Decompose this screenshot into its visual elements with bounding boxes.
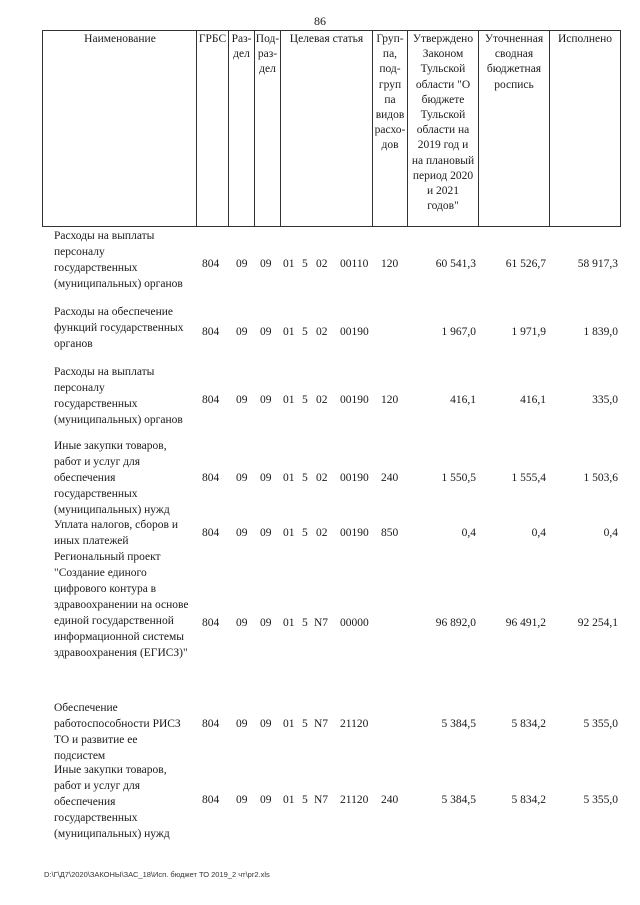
row-target-4: 00190	[340, 326, 369, 338]
row-podrazdel: 09	[260, 527, 272, 539]
row-approved: 96 892,0	[435, 617, 476, 629]
row-executed: 335,0	[592, 394, 618, 406]
row-target-3: 02	[316, 472, 328, 484]
row-group: 120	[381, 258, 399, 270]
row-target-1: 01	[283, 794, 295, 806]
row-razdel: 09	[236, 617, 248, 629]
row-razdel: 09	[236, 794, 248, 806]
row-podrazdel: 09	[260, 326, 272, 338]
row-target-2: 5	[302, 258, 308, 270]
row-razdel: 09	[236, 718, 248, 730]
row-target-1: 01	[283, 394, 295, 406]
row-target-3: 02	[316, 258, 328, 270]
row-podrazdel: 09	[260, 794, 272, 806]
header-name: Наименование	[84, 33, 156, 45]
row-target-4: 00000	[340, 617, 369, 629]
row-refined: 416,1	[520, 394, 546, 406]
row-name: Расходы на обеспечение функций государственных органов	[54, 306, 184, 350]
row-target-2: 5	[302, 394, 308, 406]
row-executed: 1 839,0	[583, 326, 618, 338]
row-group: 240	[381, 472, 399, 484]
row-razdel: 09	[236, 527, 248, 539]
row-target-1: 01	[283, 718, 295, 730]
header-target: Целевая статья	[289, 33, 364, 45]
row-executed: 0,4	[603, 527, 618, 539]
row-approved: 1 967,0	[441, 326, 476, 338]
row-razdel: 09	[236, 326, 248, 338]
row-target-2: 5	[302, 794, 308, 806]
row-name: Уплата налогов, сборов и иных платежей	[54, 519, 178, 547]
row-target-3: 02	[316, 527, 328, 539]
header-grbs: ГРБС	[198, 33, 227, 45]
row-target-2: 5	[302, 527, 308, 539]
row-approved: 60 541,3	[435, 258, 476, 270]
row-target-3: N7	[314, 718, 329, 730]
row-target-4: 00190	[340, 527, 369, 539]
row-target-3: 02	[316, 394, 328, 406]
row-target-2: 5	[302, 472, 308, 484]
row-grbs: 804	[202, 258, 220, 270]
row-target-1: 01	[283, 472, 295, 484]
header-group: Груп- па, под- груп па видов расхо- дов	[374, 33, 406, 152]
page-number: 86	[314, 14, 326, 28]
row-group: 240	[381, 794, 399, 806]
row-podrazdel: 09	[260, 617, 272, 629]
row-name: Региональный проект "Создание единого цифрового контура в здравоохранении на основе единой государственной информационной системы здравоохранения (ЕГИСЗ)"	[54, 551, 189, 659]
row-podrazdel: 09	[260, 718, 272, 730]
row-target-4: 00110	[340, 258, 369, 270]
row-grbs: 804	[202, 794, 220, 806]
row-group: 120	[381, 394, 399, 406]
row-approved: 5 384,5	[441, 794, 476, 806]
header-refined: Уточненная сводная бюджетная роспись	[484, 33, 544, 91]
row-refined: 0,4	[531, 527, 546, 539]
col-divider	[196, 30, 197, 227]
row-target-1: 01	[283, 617, 295, 629]
row-refined: 5 834,2	[511, 794, 546, 806]
row-target-2: 5	[302, 326, 308, 338]
header-podrazdel: Под- раз- дел	[255, 33, 280, 76]
row-grbs: 804	[202, 394, 220, 406]
row-razdel: 09	[236, 394, 248, 406]
row-approved: 416,1	[450, 394, 476, 406]
file-path-footer: D:\Г\Д7\2020\ЗАКОНЫ\ЗАС_18\Исп. бюджет ТО 2019_2 чт\pr2.xls	[44, 870, 270, 879]
row-target-4: 21120	[340, 718, 369, 730]
row-target-2: 5	[302, 718, 308, 730]
row-refined: 61 526,7	[505, 258, 546, 270]
row-name: Расходы на выплаты персоналу государственных (муниципальных) органов	[54, 366, 183, 426]
row-grbs: 804	[202, 718, 220, 730]
header-razdel: Раз- дел	[231, 33, 252, 61]
row-grbs: 804	[202, 617, 220, 629]
row-target-4: 00190	[340, 394, 369, 406]
col-divider	[280, 30, 281, 227]
row-target-2: 5	[302, 617, 308, 629]
row-name: Иные закупки товаров, работ и услуг для обеспечения государственных (муниципальных) нужд	[54, 764, 170, 840]
row-target-1: 01	[283, 326, 295, 338]
row-target-1: 01	[283, 527, 295, 539]
header-executed: Исполнено	[557, 33, 613, 45]
row-target-3: N7	[314, 617, 329, 629]
row-refined: 5 834,2	[511, 718, 546, 730]
row-razdel: 09	[236, 472, 248, 484]
row-approved: 0,4	[461, 527, 476, 539]
row-approved: 1 550,5	[441, 472, 476, 484]
row-podrazdel: 09	[260, 472, 272, 484]
row-executed: 92 254,1	[577, 617, 618, 629]
row-target-4: 00190	[340, 472, 369, 484]
row-executed: 58 917,3	[577, 258, 618, 270]
header-approved: Утверждено Законом Тульской области "О бюджете Тульской области на 2019 год и на плановый период 2020 и 2021 годов"	[411, 33, 475, 213]
row-refined: 1 555,4	[511, 472, 546, 484]
row-name: Расходы на выплаты персоналу государственных (муниципальных) органов	[54, 230, 183, 290]
row-executed: 5 355,0	[583, 718, 618, 730]
row-group: 850	[381, 527, 399, 539]
row-name: Обеспечение работоспособности РИСЗ ТО и развитие ее подсистем	[54, 702, 181, 762]
row-razdel: 09	[236, 258, 248, 270]
col-divider	[549, 30, 550, 227]
row-name: Иные закупки товаров, работ и услуг для обеспечения государственных (муниципальных) нужд	[54, 440, 170, 516]
row-grbs: 804	[202, 472, 220, 484]
row-grbs: 804	[202, 326, 220, 338]
row-podrazdel: 09	[260, 258, 272, 270]
row-refined: 1 971,9	[511, 326, 546, 338]
row-podrazdel: 09	[260, 394, 272, 406]
row-target-3: 02	[316, 326, 328, 338]
row-target-1: 01	[283, 258, 295, 270]
row-executed: 5 355,0	[583, 794, 618, 806]
row-refined: 96 491,2	[505, 617, 546, 629]
row-grbs: 804	[202, 527, 220, 539]
row-executed: 1 503,6	[583, 472, 618, 484]
row-target-4: 21120	[340, 794, 369, 806]
row-target-3: N7	[314, 794, 329, 806]
row-approved: 5 384,5	[441, 718, 476, 730]
